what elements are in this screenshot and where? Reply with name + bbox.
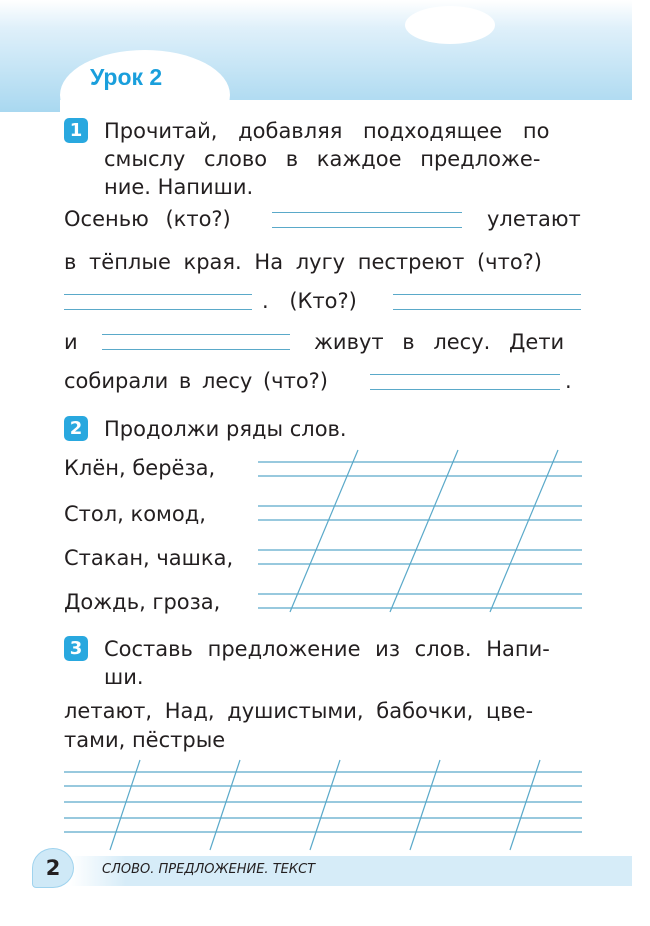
sentence-text: . (Кто?) [262, 289, 357, 313]
rule-line [410, 760, 440, 850]
word-row: Клён, берёза, [64, 456, 216, 480]
sentence-text: Осенью (кто?) [64, 207, 231, 231]
task-instruction: смыслу слово в каждое предложе- [104, 147, 541, 171]
word-list: летают, Над, душистыми, бабочки, цве- [64, 699, 534, 723]
rule-line [310, 760, 340, 850]
sentence-text: живут в лесу. Дети [314, 330, 565, 354]
task-instruction: Составь предложение из слов. Напи- [104, 637, 550, 661]
task-number-badge: 3 [64, 636, 88, 661]
task-instruction: ши. [104, 665, 144, 689]
task-instruction: Прочитай, добавляя подходящее по [104, 119, 550, 143]
sentence-text: улетают [487, 207, 581, 231]
lesson-title: Урок 2 [90, 64, 163, 90]
sentence-text: . [565, 369, 572, 393]
task-instruction: ние. Напиши. [104, 175, 254, 199]
task-number-badge: 1 [64, 118, 88, 143]
section-title: СЛОВО. ПРЕДЛОЖЕНИЕ. ТЕКСТ [102, 862, 316, 877]
rule-line [390, 450, 458, 612]
sentence-text: собирали в лесу (что?) [64, 369, 328, 393]
task-instruction: Продолжи ряды слов. [104, 417, 347, 441]
word-row: Стол, комод, [64, 502, 206, 526]
rule-line [290, 450, 358, 612]
rule-line [210, 760, 240, 850]
sentence-text: в тёплые края. На лугу пестреют (что?) [64, 250, 543, 274]
rule-line [110, 760, 140, 850]
rule-line [490, 450, 558, 612]
task-number-badge: 2 [64, 416, 88, 441]
word-list: тами, пёстрые [64, 728, 226, 752]
page-number: 2 [32, 848, 74, 888]
word-row: Дождь, гроза, [64, 590, 221, 614]
word-row: Стакан, чашка, [64, 546, 234, 570]
rule-line [510, 760, 540, 850]
sentence-text: и [64, 330, 78, 354]
